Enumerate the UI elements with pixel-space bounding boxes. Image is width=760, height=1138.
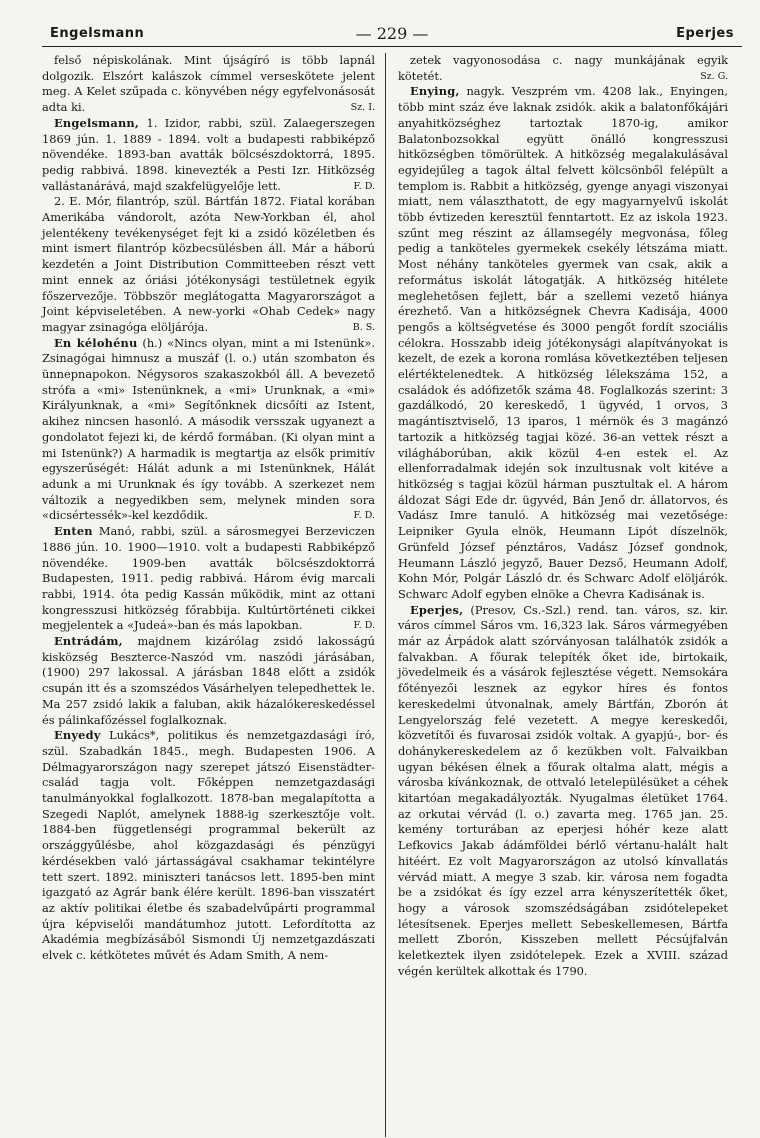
running-head-left: Engelsmann — [50, 26, 145, 41]
entry: Enyedy Lukács*, politikus és nemzetgazdasági író, szül. Szabadkán 1845., megh. Budapesten 1906. A Délmagyarországon nagy szerepet játszó Eisenstädter-család tagja volt. Főképpen nemzetgazdasági tanulmányokkal foglalkozott. 1878-ban megalapította a Szegedi Naplót, amelynek 1888-ig szerkesztője volt. 1884-ben függetlenségi programmal bekerült az országgyűlésbe, ahol közgazdasági és pénzügyi kérdésekben való jártasságával csakhamar tekintélyre tett szert. 1892. miniszteri tanácsos lett. 1895-ben mint igazgató az Agrár bank élére került. 1896-ban visszatért az aktív politikai életbe és szabadelvűpárti programmal újra képviselői mandátumhoz jutott. Lefordította az Akadémia megbízásából Sismondi Új nemzetgazdászati elvek c. kétkötetes művét és Adam Smith, A nem- — [42, 728, 375, 963]
signature: Sz. I. — [350, 102, 375, 114]
left-column — [42, 53, 385, 1137]
signature: F. D. — [353, 620, 375, 632]
entry: felső népiskolának. Mint újságíró is több lapnál dolgozik. Elszórt kalászok címmel verseskötete jelent meg. A Kelet szűpada c. könyvében négy egyfelvonásosát adta ki. Sz. I. — [42, 53, 375, 115]
signature: F. D. — [353, 180, 375, 192]
entry: Engelsmann, 1. Izidor, rabbi, szül. Zalaegerszegen 1869 jún. 1. 1889 - 1894. volt a budapesti rabbiképző növendéke. 1893-ban avatták bölcsészdoktorrá, 1895. pedig rabbivá. 1898. kinevezték a Pesti Izr. Hitközség vallástanárává, majd szakfelügyelője lett. F. D. — [42, 115, 375, 193]
entry: Enying, nagyk. Veszprém vm. 4208 lak., Enyingen, több mint száz éve laknak zsidók. akik a balatonfőkájári anyahitközséghez tartoztak 1870-ig, amikor Balatonbozsokkal együtt önálló kongresszusi hitközségben tömörültek. A hitközség megalakulásával egyidejűleg a tagok által felvett kölcsönből felépült a templom is. Rabbit a hitközség, gyenge anyagi viszonyai miatt, nem választhatott, de egy magyarnyelvű iskolát több évtizeden keresztül fenntartott. Ez az iskola 1923. szűnt meg részint az államsegély megvonása, főleg pedig a tanköteles gyermekek csekély létszáma miatt. Most néhány tanköteles gyermek van csak, akik a református iskolát látogatják. A hitközség hitélete meglehetősen fejlett, bár a szellemi vezető hiánya érezhető. Van a hitközségnek Chevra Kadisája, 4000 pengős a költségvetése és 3000 pengőt fordít szociális célokra. Hosszabb ideig jótékonysági alapítványokat is kezelt, de ezek a korona romlása következtében teljesen elértéktelenedtek. A hitközség lélekszáma 152, a családok és adófizetők száma 48. Foglalkozás szerint: 3 gazdálkodó, 20 kereskedő, 1 ügyvéd, 1 orvos, 3 magántisztviselő, 13 iparos, 1 mérnök és 3 magánzó tartozik a hitközség tagjai közé. 36-an vettek részt a világháborúban, akik közül 4-en estek el. Az ellenforradalmak idején sok inzultusnak volt kitéve a hitközség s tagjai közül hárman pusztultak el. A három áldozat Sági Ede dr. ügyvéd, Bán Jenő dr. állatorvos, és Vadász Imre tanuló. A hitközség mai vezetősége: Leipniker Gyula elnök, Heumann Lipót díszelnök, Grünfeld József pénztáros, Vadász József gondnok, Heumann László jegyző, Bauer Dezső, Heumann Adolf, Kohn Mór, Polgár László dr. és Schwarc Adolf elöljárók. Schwarc Adolf egyben elnöke a Chevra Kadisának is. — [398, 84, 728, 601]
entry: Entrádám, majdnem kizárólag zsidó lakosságú kisközség Beszterce-Naszód vm. naszódi járásában, (1900) 297 lakossal. A járásban 1848 előtt a zsidók csupán itt és a szomszédos Vásárhelyen telepedhettek le. Ma 257 zsidó lakik a faluban, akik házalókereskedéssel és pálinkafőzéssel foglalkoznak. — [42, 634, 375, 727]
signature: Sz. G. — [700, 70, 728, 82]
entry: zetek vagyonosodása c. nagy munkájának egyik kötetét. Sz. G. — [398, 53, 728, 83]
page-number: — 229 — — [355, 24, 429, 43]
text-columns — [42, 53, 742, 1137]
entry: Enten Manó, rabbi, szül. a sárosmegyei Berzeviczen 1886 jún. 10. 1900—1910. volt a budapesti Rabbiképző növendéke. 1909-ben avatták bölcsészdoktorrá Budapesten, 1911. pedig rabbivá. Három évig marcali rabbi, 1914. óta pedig Kassán működik, mint az ottani kongresszusi hitközség főrabbija. Kultúrtörténeti cikkei megjelentek a «Judeá»-ban és más lapokban. F. D. — [42, 524, 375, 633]
running-head — [42, 20, 742, 47]
running-head-right: Eperjes — [676, 26, 734, 41]
right-column — [385, 53, 728, 1137]
signature: F. D. — [353, 510, 375, 522]
entry: 2. E. Mór, filantróp, szül. Bártfán 1872. Fiatal korában Amerikába vándorolt, azóta New-Yorkban él, ahol jelentékeny tevékenységet fejt ki a zsidó közéletben és mint ismert filantróp közbecsülésben áll. Már a háború kezdetén a Joint Distribution Committeeben részt vett mint ennek az óriási jótékonysági testületnek egyik főszervezője. Többször meglátogatta Magyarországot a Joint képviseletében. A new-yorki «Ohab Cedek» nagy magyar zsinagóga elöljárója. B. S. — [42, 194, 375, 334]
entry: En kélohénu (h.) «Nincs olyan, mint a mi Istenünk». Zsinagógai himnusz a muszáf (l. o.) után szombaton és ünnepnapokon. Négysoros szakaszokból áll. A bevezető strófa a «mi» Istenünknek, a «mi» Urunknak, a «mi» Királyunknak, a «mi» Segítőnknek dicsőíti az Istent, akihez nincsen hasonló. A második versszak ugyanezt a gondolatot fejezi ki, de kérdő formában. (Ki olyan mint a mi Istenünk?) A harmadik is megtartja az elsők primitív egyszerűségét: Hálát adunk a mi Istenünknek, Hálát adunk a mi Urunknak és így tovább. A szerkezet nem változik a negyedikben sem, melynek minden sora «dicsértessék»-kel kezdődik. F. D. — [42, 335, 375, 523]
signature: B. S. — [352, 321, 375, 333]
entry: Eperjes, (Presov, Cs.-Szl.) rend. tan. város, sz. kir. város címmel Sáros vm. 16,323 lak. Sáros vármegyében már az Árpádok alatt szórványosan találhatók zsidók a falvakban. A főurak telepíték őket ide, birtokaik, jövedelmeik és a vásárok fejlesztése végett. Nemsokára főtényezői lesznek az egykor híres és fontos kereskedelmi útvonalnak, amely Bártfán, Zborón át Lengyelország felé vezetett. A megye kereskedői, közvetítői és fuvarosai zsidók voltak. A gyapjú-, bor- és dohánykereskedelem az ő kezükben volt. Falvaikban ugyan békésen élnek a főurak oltalma alatt, mégis a városba kívánkoznak, de ottvaló letelepülésüket a céhek kitartóan megakadályozták. Nyugalmas életüket 1764. az orkutai vérvád (l. o.) zavarta meg. 1765 jan. 25. kemény torturában az eperjesi hóhér keze alatt Lefkovics Jakab ádámföldei bérlő vértanu-halált halt hitéért. Ez volt Magyarországon az utolsó kínvallatás vérvád miatt. A megye 3 szab. kir. városa nem fogadta be a zsidókat és így ezzel arra kényszerítették őket, hogy a városok szomszédságában zsidótelepeket létesítsenek. Eperjes mellett Sebeskellemesen, Bártfa mellett Zborón, Kisszeben mellett Pécsújfalván keletkeztek ilyen zsidótelepek. Ezek a XVIII. század végén kerültek alkottak és 1790. — [398, 602, 728, 978]
